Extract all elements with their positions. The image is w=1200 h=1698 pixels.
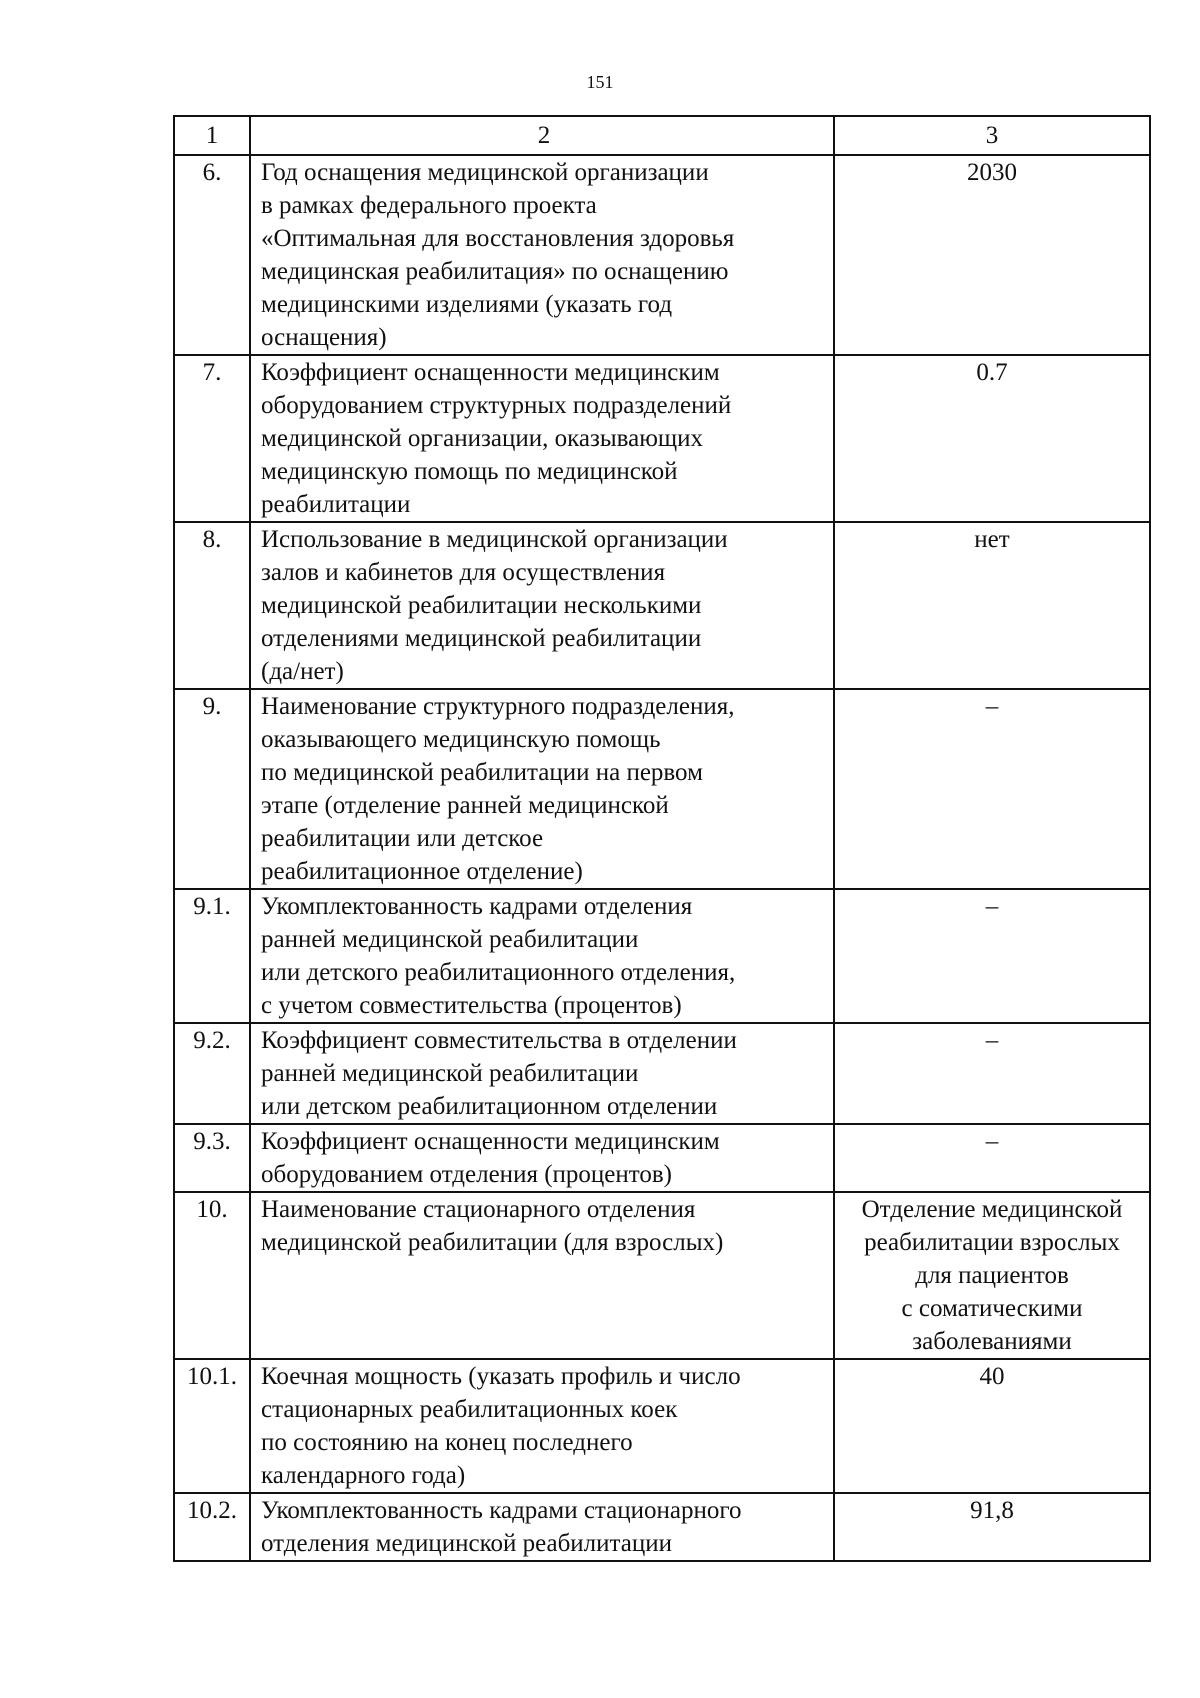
row-number: 9.2. (174, 1023, 250, 1124)
description-line: Коечная мощность (указать профиль и число (261, 1363, 741, 1390)
row-number: 10.1. (174, 1359, 250, 1493)
value-line: нет (974, 526, 1010, 553)
description-line: медицинскую помощь по медицинской (261, 458, 678, 485)
description-line: с учетом совместительства (процентов) (261, 992, 682, 1019)
column-number-1: 1 (174, 116, 250, 155)
value-line: – (985, 893, 999, 920)
indicator-description (250, 1493, 834, 1561)
table-row (174, 889, 1150, 1023)
table-row (174, 522, 1150, 689)
table-body (174, 116, 1150, 1561)
description-line: Год оснащения медицинской организации (261, 159, 709, 186)
description-line: в рамках федерального проекта (261, 192, 597, 219)
table-header-row (174, 116, 1150, 155)
table-row (174, 155, 1150, 355)
indicator-description (250, 889, 834, 1023)
description-line: Наименование стационарного отделения (261, 1196, 696, 1223)
row-number: 9.1. (174, 889, 250, 1023)
value-line: для пациентов (915, 1262, 1069, 1289)
table-row (174, 355, 1150, 522)
table-row (174, 689, 1150, 889)
table-row (174, 1359, 1150, 1493)
table-row (174, 1192, 1150, 1359)
description-line: оборудованием отделения (процентов) (261, 1161, 672, 1188)
indicator-description (250, 1124, 834, 1192)
description-line: Коэффициент оснащенности медицинским (261, 1128, 720, 1155)
value-line: 0.7 (976, 359, 1008, 386)
indicator-value (834, 689, 1150, 889)
description-line: Коэффициент совместительства в отделении (261, 1027, 737, 1054)
description-line: «Оптимальная для восстановления здоровья (261, 225, 735, 252)
row-number: 7. (174, 355, 250, 522)
description-line: оснащения) (261, 324, 387, 351)
description-line: отделениями медицинской реабилитации (261, 625, 702, 652)
description-line: отделения медицинской реабилитации (261, 1530, 672, 1557)
description-line: Укомплектованность кадрами стационарного (261, 1497, 742, 1524)
description-line: календарного года) (261, 1462, 466, 1489)
description-line: залов и кабинетов для осуществления (261, 559, 666, 586)
row-number: 9. (174, 689, 250, 889)
indicator-value (834, 1493, 1150, 1561)
value-line: – (985, 693, 999, 720)
row-number: 10. (174, 1192, 250, 1359)
description-line: стационарных реабилитационных коек (261, 1396, 678, 1423)
description-line: Наименование структурного подразделения, (261, 693, 735, 720)
description-line: ранней медицинской реабилитации (261, 926, 639, 953)
indicator-value (834, 1023, 1150, 1124)
value-line: реабилитации взрослых (864, 1229, 1120, 1256)
description-line: реабилитации или детское (261, 825, 544, 852)
value-line: Отделение медицинской (861, 1196, 1123, 1223)
description-line: Коэффициент оснащенности медицинским (261, 359, 720, 386)
column-number-3: 3 (834, 116, 1150, 155)
indicator-description (250, 1192, 834, 1359)
indicator-description (250, 1359, 834, 1493)
indicator-value (834, 1359, 1150, 1493)
indicator-description (250, 522, 834, 689)
description-line: или детском реабилитационном отделении (261, 1093, 718, 1120)
description-line: медицинской организации, оказывающих (261, 425, 704, 452)
description-line: медицинской реабилитации (для взрослых) (261, 1229, 724, 1256)
description-line: или детского реабилитационного отделения, (261, 959, 736, 986)
indicator-value (834, 522, 1150, 689)
description-line: медицинской реабилитации несколькими (261, 592, 702, 619)
row-number: 10.2. (174, 1493, 250, 1561)
value-line: 40 (979, 1363, 1005, 1390)
indicator-description (250, 355, 834, 522)
page-number: 151 (586, 72, 614, 92)
description-line: (да/нет) (261, 658, 344, 685)
indicator-description (250, 1023, 834, 1124)
description-line: Укомплектованность кадрами отделения (261, 893, 693, 920)
table-row (174, 1493, 1150, 1561)
row-number: 6. (174, 155, 250, 355)
value-line: 91,8 (970, 1497, 1014, 1524)
indicator-value (834, 355, 1150, 522)
description-line: оборудованием структурных подразделений (261, 392, 732, 419)
description-line: реабилитационное отделение) (261, 858, 583, 885)
description-line: по медицинской реабилитации на первом (261, 759, 703, 786)
row-number: 8. (174, 522, 250, 689)
column-number-2: 2 (250, 116, 834, 155)
indicators-table (173, 115, 1151, 1562)
value-line: заболеваниями (912, 1328, 1072, 1355)
description-line: ранней медицинской реабилитации (261, 1060, 639, 1087)
description-line: Использование в медицинской организации (261, 526, 728, 553)
value-line: с соматическими (901, 1295, 1083, 1322)
table-row (174, 1023, 1150, 1124)
description-line: медицинская реабилитация» по оснащению (261, 258, 729, 285)
description-line: оказывающего медицинскую помощь (261, 726, 661, 753)
description-line: реабилитации (261, 491, 411, 518)
row-number: 9.3. (174, 1124, 250, 1192)
indicator-value (834, 1124, 1150, 1192)
value-line: – (985, 1027, 999, 1054)
description-line: этапе (отделение ранней медицинской (261, 792, 669, 819)
value-line: 2030 (967, 159, 1017, 186)
table-row (174, 1124, 1150, 1192)
value-line: – (985, 1128, 999, 1155)
indicator-value (834, 889, 1150, 1023)
description-line: медицинскими изделиями (указать год (261, 291, 673, 318)
indicator-value (834, 1192, 1150, 1359)
indicator-description (250, 155, 834, 355)
indicator-description (250, 689, 834, 889)
indicator-value (834, 155, 1150, 355)
description-line: по состоянию на конец последнего (261, 1429, 633, 1456)
